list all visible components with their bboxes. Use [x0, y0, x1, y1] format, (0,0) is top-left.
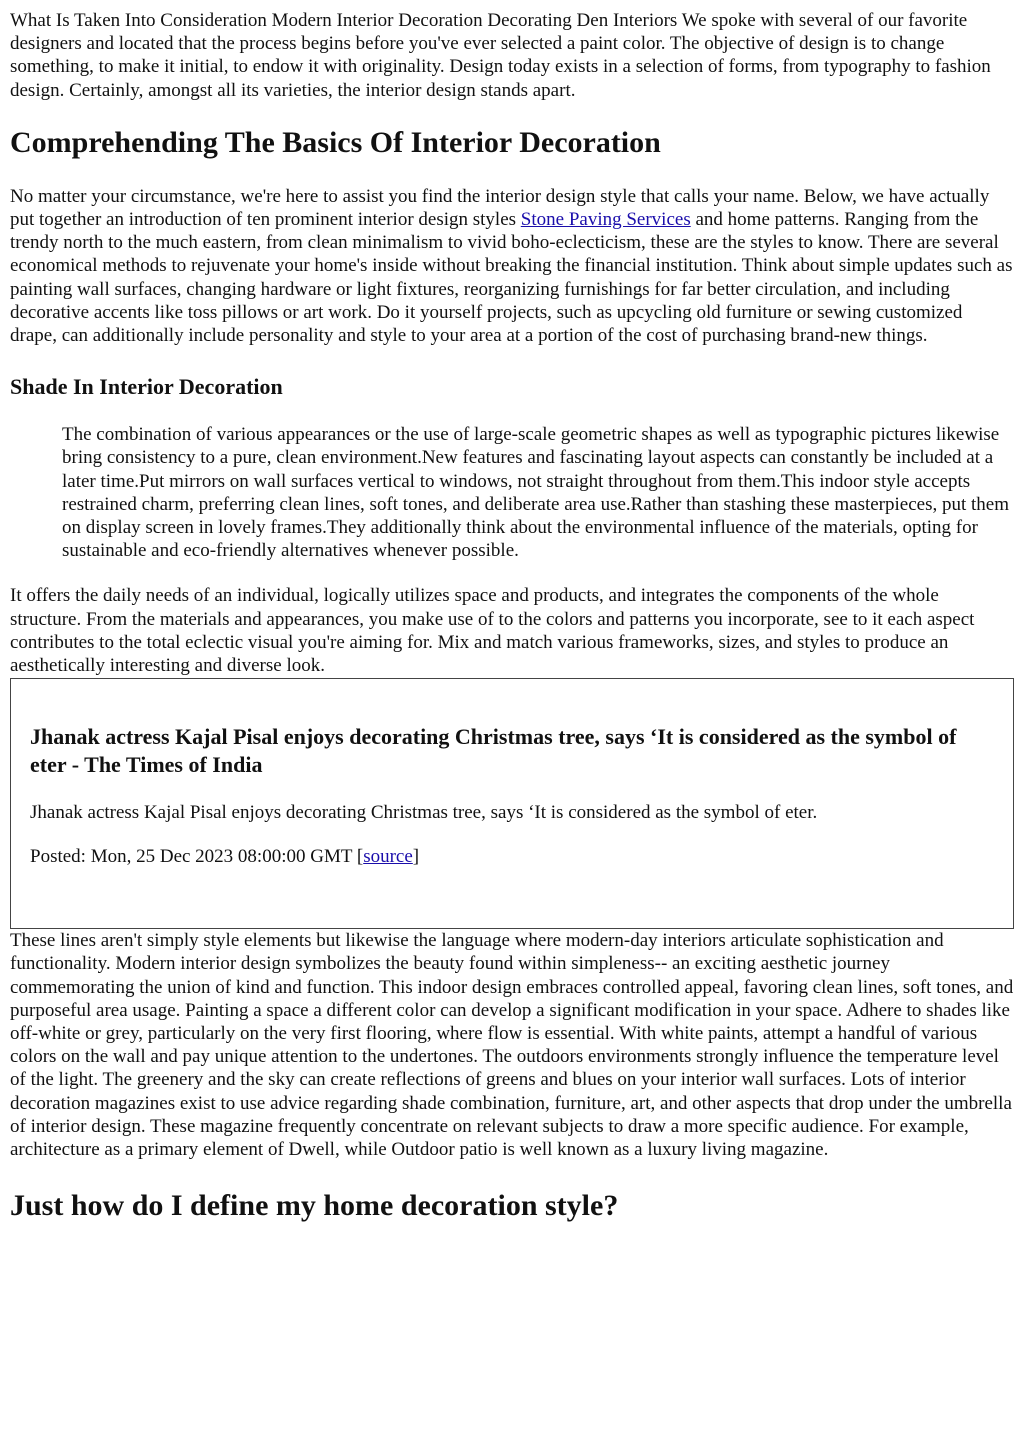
- basics-text-after-link: and home patterns. Ranging from the trendy north to the much eastern, from clean minimalism to vivid boho-eclecticism, these are the styles to know. There are several economical methods to rejuvenate your home's inside without breaking the financial institution. Think about simple updates such as painting wall surfaces, changing hardware or light fixtures, reorganizing furnishings for far better circulation, and including decorative accents like toss pillows or art work. Do it yourself projects, such as upcycling old furniture or sewing customized drape, can additionally include personality and style to your area at a portion of the cost of purchasing brand-new things.: [10, 209, 1013, 347]
- news-posted-date: Posted: Mon, 25 Dec 2023 08:00:00 GMT [: [30, 846, 364, 868]
- news-posted-bracket: ]: [412, 846, 420, 868]
- shade-blockquote: [62, 423, 1014, 562]
- basics-paragraph: [10, 185, 1014, 347]
- stone-paving-services-link[interactable]: Stone Paving Services: [520, 209, 691, 231]
- intro-paragraph: What Is Taken Into Consideration Modern Interior Decoration Decorating Den Interiors We spoke with several of our favorite designers and located that the process begins before you've ever selected a paint color. The objective of design is to change something, to make it initial, to endow it with originality. Design today exists in a selection of forms, from typography to fashion design. Certainly, amongst all its varieties, the interior design stands apart.: [10, 10, 991, 101]
- section-heading-define-style: Just how do I define my home decoration style?: [10, 1189, 619, 1223]
- news-title: Jhanak actress Kajal Pisal enjoys decorating Christmas tree, says ‘It is considered as the symbol of eter - The Times of India: [30, 724, 957, 778]
- section-heading-shade: Shade In Interior Decoration: [10, 374, 283, 400]
- shade-paragraph: It offers the daily needs of an individual, logically utilizes space and products, and integrates the components of the whole structure. From the materials and appearances, you make use of to the colors and patterns you incorporate, see to it each aspect contributes to the total eclectic visual you're aiming for. Mix and match various frameworks, sizes, and styles to produce an aesthetically interesting and diverse look.: [10, 585, 975, 677]
- news-posted-line: [30, 845, 994, 868]
- news-description: Jhanak actress Kajal Pisal enjoys decorating Christmas tree, says ‘It is considered as the symbol of eter.: [30, 802, 818, 824]
- basics-text-before-link: No matter your circumstance, we're here to assist you find the interior design style that calls your name. Below, we have actually put together an introduction of ten prominent interior design styles: [10, 185, 990, 231]
- after-news-paragraph: These lines aren't simply style elements but likewise the language where modern-day interiors articulate sophistication and functionality. Modern interior design symbolizes the beauty found within simpleness-- an exciting aesthetic journey commemorating the union of kind and function. This indoor design embraces controlled appeal, favoring clean lines, soft tones, and purposeful area usage. Painting a space a different color can develop a significant modification in your space. Adhere to shades like off-white or grey, particularly on the very first flooring, where flow is essential. With white paints, attempt a handful of various colors on the wall and pay unique attention to the undertones. The outdoors environments strongly influence the temperature level of the light. The greenery and the sky can create reflections of greens and blues on your interior wall surfaces. Lots of interior decoration magazines exist to use advice regarding shade combination, furniture, art, and other aspects that drop under the umbrella of interior design. These magazine frequently concentrate on relevant subjects to draw a more specific audience. For example, architecture as a primary element of Dwell, while Outdoor patio is well known as a luxury living magazine.: [10, 930, 1014, 1161]
- shade-quote-text: The combination of various appearances or the use of large-scale geometric shapes as well as typographic pictures likewise bring consistency to a pure, clean environment.New features and fascinating layout aspects can constantly be included at a later time.Put mirrors on wall surfaces vertical to windows, not straight throughout from them.This indoor style accepts restrained charm, preferring clean lines, soft tones, and deliberate area use.Rather than stashing these masterpieces, put them on display screen in lovely frames.They additionally think about the environmental influence of the materials, opting for sustainable and eco-friendly alternatives whenever possible.: [62, 424, 1009, 562]
- news-card: [10, 678, 1014, 929]
- section-heading-basics: Comprehending The Basics Of Interior Decoration: [10, 125, 661, 159]
- news-source-link[interactable]: source: [363, 846, 413, 868]
